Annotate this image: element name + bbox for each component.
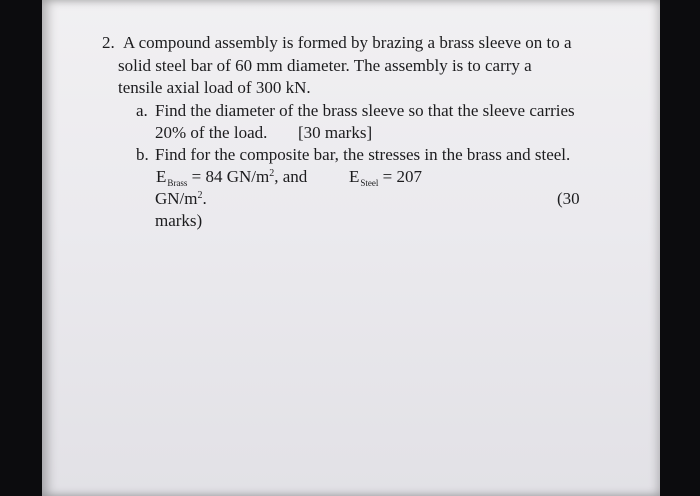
e-steel-value: = 207 — [382, 167, 422, 186]
e-steel-symbol: E — [349, 167, 360, 186]
stem-line-2: solid steel bar of 60 mm diameter. The assembly is to carry a — [118, 56, 532, 75]
stem-line-3: tensile axial load of 300 kN. — [118, 78, 311, 97]
part-a-line-2: 20% of the load. — [155, 123, 268, 142]
part-a-marks: [30 marks] — [298, 123, 373, 142]
part-a-label: a. — [136, 101, 148, 120]
e-brass-subscript: Brass — [167, 178, 188, 188]
e-brass-expression — [156, 167, 308, 188]
question-number: 2. — [102, 33, 115, 52]
unit-text: GN/m — [155, 189, 198, 208]
e-steel-subscript: Steel — [360, 178, 379, 188]
stem-line-1: A compound assembly is formed by brazing a brass sleeve on to a — [123, 33, 572, 52]
e-brass-value: = 84 GN/m — [191, 167, 270, 186]
e-brass-exponent: 2 — [269, 168, 275, 179]
unit-period: . — [202, 189, 207, 208]
part-b-line-1: Find for the composite bar, the stresses in the brass and steel. — [155, 145, 571, 164]
part-b-marks-open: (30 — [557, 189, 580, 208]
unit-line — [155, 190, 207, 207]
e-brass-symbol: E — [156, 167, 167, 186]
part-b-marks-close: marks) — [155, 211, 203, 230]
part-a-line-1: Find the diameter of the brass sleeve so that the sleeve carries — [155, 101, 575, 120]
unit-exponent: 2 — [197, 190, 203, 201]
e-steel-expression — [349, 167, 422, 188]
part-b-label: b. — [136, 145, 149, 164]
and-text: , and — [274, 167, 308, 186]
